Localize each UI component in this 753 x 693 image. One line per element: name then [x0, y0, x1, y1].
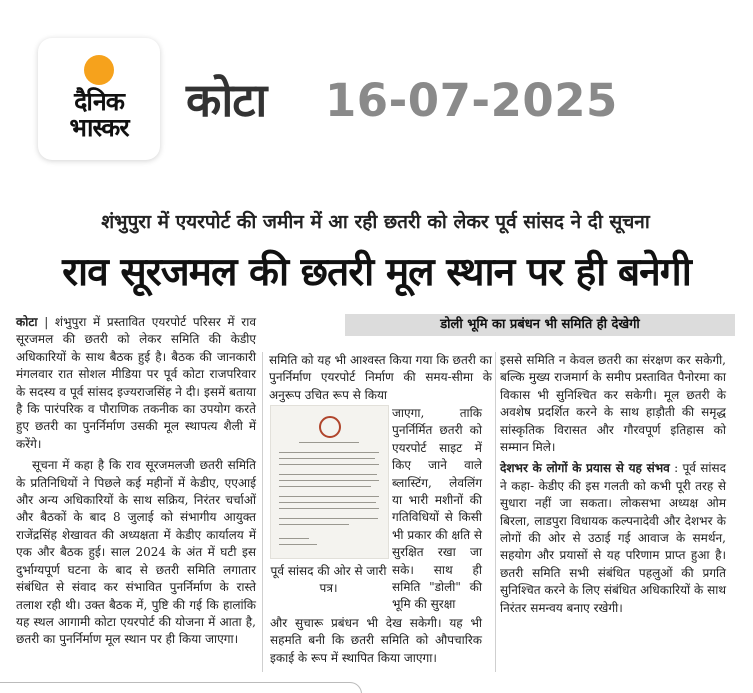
section-subhead: देशभर के लोगों के प्रयास से यह संभव — [500, 461, 670, 476]
letter-line — [279, 544, 317, 545]
paragraph-text: | शंभुपुरा में प्रस्तावित एयरपोर्ट परिसर में राव सूरजमल की छतरी को लेकर समिति की केडीए अधिकारियों के साथ बैठक हुई है। बैठक की जानकारी मंगलवार रात सोशल मीडिया पर पूर्व कोटा राजपरिवार के सदस्य व पूर्व सांसद इज्यराजसिंह ने दी। इसमें बताया है कि पारंपरिक व पौराणिक तकनीक का उपयोग करते हुए छतरी का पुनर्निर्माण उसकी मूल स्थापत्य शैली में करेंगे। — [16, 315, 256, 451]
letter-line — [279, 486, 371, 487]
article-paragraph — [16, 314, 256, 453]
next-article-frame — [0, 682, 362, 693]
article-paragraph: जाएगा, ताकि पुनर्निर्मित छतरी को एयरपोर्ट साइट में किए जाने वाले ब्लास्टिंग, लेवलिंग या भारी मशीनों की गतिविधियों से किसी भी प्रकार की क्षति से सुरक्षित रखा जा सके। साथ ही समिति "डोली" की भूमि की सुरक्षा — [392, 406, 482, 612]
article-paragraph: समिति को यह भी आश्वस्त किया गया कि छतरी का पुनर्निर्माण एयरपोर्ट निर्माण की समय-सीमा के अनुरूप उचित रूप से किया — [269, 353, 492, 402]
article-paragraph: और सुचारू प्रबंधन भी देख सकेगी। यह भी सहमति बनी कि छतरी समिति को औपचारिक इकाई के रूप में स्थापित किया जाएगा। — [270, 616, 482, 665]
column-divider — [495, 352, 496, 672]
letter-line — [279, 538, 309, 539]
letter-image — [270, 405, 389, 559]
letter-line — [279, 474, 377, 475]
article-column-3 — [500, 352, 726, 621]
letter-line — [279, 480, 379, 481]
logo-text-line1: दैनिक — [74, 87, 124, 116]
letter-line — [279, 458, 375, 459]
article-headline: राव सूरजमल की छतरी मूल स्थान पर ही बनेगी — [62, 250, 691, 295]
article-paragraph: इससे समिति न केवल छतरी का संरक्षण कर सकेगी, बल्कि मुख्य राजमार्ग के समीप प्रस्तावित पैनोरमा का विकास भी सुनिश्चित कर सकेगी। मूल छतरी के अवशेष प्रदर्शित करने के साथ हाड़ौती की समृद्ध सांस्कृतिक विरासत और गौरवपूर्ण इतिहास को सम्मान मिले। — [500, 353, 726, 455]
letter-line — [299, 442, 359, 443]
letter-line — [279, 452, 379, 453]
article-paragraph: सूचना में कहा है कि राव सूरजमलजी छतरी समिति के प्रतिनिधियों ने पिछले कई महीनों में केडीए, एएआई और अन्य अधिकारियों के साथ सक्रिय, निरंतर चर्चाओं और बैठकों के बाद 8 जुलाई को संभागीय आयुक्त राजेंद्रसिंह शेखावत की अध्यक्षता में केडीए कार्यालय में एक और बैठक हुई। साल 2024 के अंत में घटी इस दुर्भाग्यपूर्ण घटना के बाद से छतरी समिति लगातार संबंधित से संवाद कर संभावित पुनर्निर्माण के रास्ते तलाश रही थी। उक्त बैठक में, पुष्टि की गई कि हालांकि यह स्थल आगामी कोटा एयरपोर्ट की योजना में आता है, छतरी का पुनर्निर्माण मूल स्थान पर ही किया जाएगा। — [16, 458, 256, 647]
letter-line — [279, 502, 376, 503]
letter-line — [279, 518, 378, 519]
article-column-2 — [269, 352, 492, 408]
image-caption: पूर्व सांसद की ओर से जारी पत्र। — [270, 564, 387, 596]
column-divider — [262, 352, 263, 672]
article-subheadline: शंभुपुरा में एयरपोर्ट की जमीन में आ रही छतरी को लेकर पूर्व सांसद ने दी सूचना — [101, 211, 650, 233]
letter-line — [279, 524, 349, 525]
edition-city: कोटा — [186, 73, 267, 127]
letter-line — [279, 496, 379, 497]
article-paragraph — [500, 460, 726, 617]
dateline: कोटा — [16, 315, 38, 329]
logo-text-line2: भास्कर — [69, 113, 129, 142]
letter-line — [279, 508, 379, 509]
article-column-1 — [16, 314, 256, 653]
letter-line — [279, 464, 379, 465]
emblem-icon — [319, 416, 341, 438]
paragraph-text: : पूर्व सांसद ने कहा- केडीए की इस गलती को कभी पूरी तरह से सुधारा नहीं जा सकता। लोकसभा अध्यक्ष ओम बिरला, लाडपुरा विधायक कल्पनादेवी और देशभर के लोगों की ओर से उठाई गई आवाज के समर्थन, सहयोग और प्रयासों से यह परिणाम प्राप्त हुआ है। छतरी समिति सभी संबंधित पहलुओं की प्रगति सुनिश्चित करने के लिए संबंधित अधिकारियों के साथ निरंतर समन्वय बनाए रखेगी। — [500, 461, 726, 615]
next-article-strip — [0, 680, 753, 693]
logo-sun-icon — [84, 55, 114, 85]
section-banner: डोली भूमि का प्रबंधन भी समिति ही देखेगी — [345, 314, 735, 336]
dainik-bhaskar-logo — [38, 38, 160, 160]
edition-date: 16-07-2025 — [325, 74, 618, 127]
